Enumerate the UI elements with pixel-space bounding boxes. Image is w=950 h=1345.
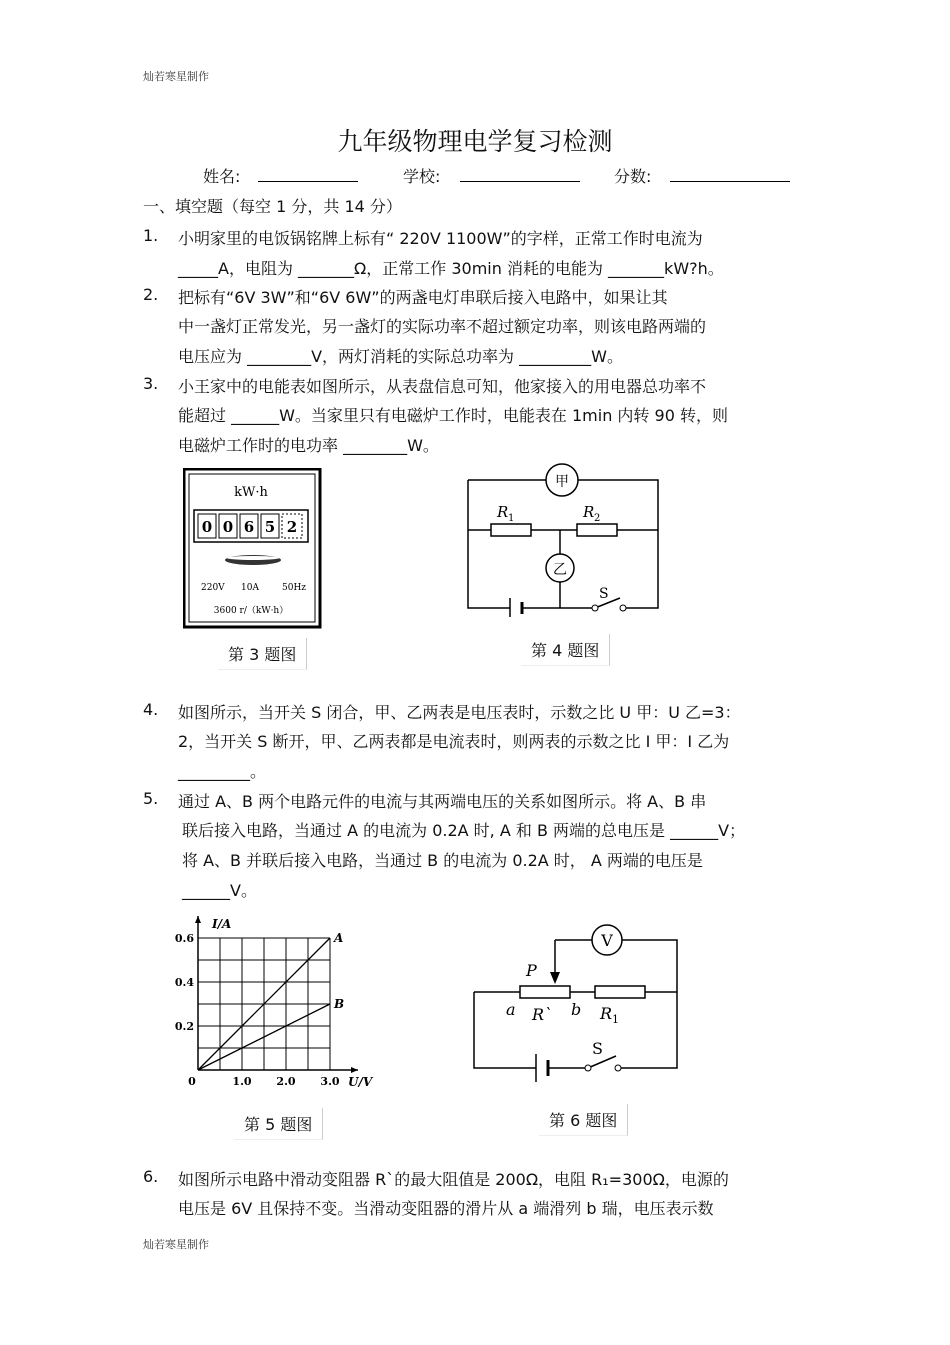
question-text: 电压是 6V 且保持不变。当滑动变阻器的滑片从 a 端滑列 b 瑞，电压表示数: [178, 1199, 714, 1218]
school-blank[interactable]: [460, 181, 580, 182]
meter-disc-highlight: [227, 556, 279, 560]
meter-digit: 5: [264, 518, 276, 536]
meter-voltage: 220V: [201, 583, 225, 593]
header-watermark: 灿若寒星制作: [143, 70, 209, 83]
x-axis-label: U/V: [348, 1075, 373, 1089]
meter-jia-label: 甲: [555, 474, 569, 490]
y-tick-label: 0.2: [174, 1020, 194, 1033]
rheostat-r-prime: [520, 986, 570, 998]
energy-meter-figure: [183, 468, 323, 630]
r1-subscript: 1: [612, 1013, 619, 1026]
series-label: B: [334, 997, 345, 1011]
figure-caption: 第 5 题图: [234, 1108, 323, 1140]
x-tick-label: 3.0: [320, 1075, 340, 1088]
x-tick-label: 2.0: [276, 1075, 296, 1088]
slider-label: P: [526, 961, 537, 980]
question-number: 4.: [143, 700, 159, 719]
question-text: 小王家中的电能表如图所示，从表盘信息可知，他家接入的用电器总功率不: [178, 377, 707, 396]
figure-caption: 第 6 题图: [539, 1104, 628, 1136]
x-tick-label: 1.0: [232, 1075, 252, 1088]
meter-digit: 2: [286, 518, 298, 536]
meter-digit: 0: [201, 518, 213, 536]
rprime-label: R`: [532, 1005, 553, 1024]
question-text: 2，当开关 S 断开，甲、乙两表都是电流表时，则两表的示数之比 I 甲：I 乙为: [178, 732, 730, 751]
switch-label: S: [592, 1039, 603, 1058]
footer-watermark: 灿若寒星制作: [143, 1238, 209, 1251]
wire: [468, 480, 658, 608]
r1-label: R: [600, 1004, 613, 1023]
series-label: A: [334, 931, 344, 945]
question-number: 1.: [143, 226, 159, 245]
question-text: 联后接入电路，当通过 A 的电流为 0.2A 时, A 和 B 两端的总电压是 ______V；: [182, 821, 746, 840]
page-title: 九年级物理电学复习检测: [337, 127, 613, 156]
question-text: _________。: [178, 762, 267, 781]
meter-yi-label: 乙: [553, 562, 567, 578]
figure-caption: 第 4 题图: [521, 634, 610, 666]
y-axis-arrow: [195, 916, 201, 923]
meter-digit: 0: [222, 518, 234, 536]
r2-label: R: [583, 503, 595, 521]
meter-constant: 3600 r/（kW·h）: [213, 606, 289, 616]
wire: [468, 480, 510, 608]
r1-subscript: 1: [508, 513, 515, 524]
wire: [474, 992, 536, 1068]
question-text: ______V。: [182, 881, 257, 900]
question-number: 6.: [143, 1167, 159, 1186]
end-b-label: b: [571, 1000, 582, 1019]
r1-label: R: [497, 503, 509, 521]
question-text: 电压应为 ________V，两灯消耗的实际总功率为 _________W。: [178, 347, 623, 366]
circuit-figure-4: [465, 462, 665, 617]
resistor-r2: [577, 524, 617, 536]
meter-frequency: 50Hz: [282, 583, 307, 593]
question-text: 如图所示，当开关 S 闭合，甲、乙两表是电压表时，示数之比 U 甲：U 乙=3：: [178, 703, 741, 722]
question-text: 中一盏灯正常发光，另一盏灯的实际功率不超过额定功率，则该电路两端的: [178, 317, 707, 336]
meter-unit: kW·h: [234, 485, 268, 500]
x-axis-arrow: [351, 1067, 358, 1073]
meter-digit: 6: [243, 518, 255, 536]
question-text: 如图所示电路中滑动变阻器 R`的最大阻值是 200Ω，电阻 R₁=300Ω，电源的: [178, 1170, 729, 1189]
name-blank[interactable]: [258, 181, 358, 182]
question-number: 2.: [143, 285, 159, 304]
resistor-r1: [491, 524, 531, 536]
y-axis-label: I/A: [212, 917, 232, 931]
slider-arrow: [550, 972, 560, 984]
section-heading: 一、填空题（每空 1 分，共 14 分）: [143, 197, 402, 216]
switch-label: S: [599, 586, 609, 602]
r2-subscript: 2: [594, 513, 601, 524]
score-blank[interactable]: [670, 181, 790, 182]
circuit-figure-6: [470, 922, 685, 1087]
resistor-r1: [595, 986, 645, 998]
question-text: 通过 A、B 两个电路元件的电流与其两端电压的关系如图所示。将 A、B 串: [178, 792, 707, 811]
school-label: 学校:: [403, 167, 441, 186]
name-label: 姓名:: [203, 167, 241, 186]
end-a-label: a: [506, 1000, 516, 1019]
voltmeter-label: V: [601, 931, 613, 950]
y-tick-label: 0.6: [174, 932, 194, 945]
question-text: _____A，电阻为 _______Ω，正常工作 30min 消耗的电能为 _______kW?h。: [178, 259, 724, 278]
y-tick-label: 0.4: [174, 976, 194, 989]
figure-caption: 第 3 题图: [218, 638, 307, 670]
x-tick-label: 0: [188, 1075, 196, 1088]
question-number: 3.: [143, 374, 159, 393]
question-text: 电磁炉工作时的电功率 ________W。: [178, 436, 439, 455]
question-text: 能超过 ______W。当家里只有电磁炉工作时，电能表在 1min 内转 90 转，则: [178, 406, 728, 425]
question-text: 把标有“6V 3W”和“6V 6W”的两盏电灯串联后接入电路中，如果让其: [178, 288, 668, 307]
iu-chart: [170, 910, 380, 1095]
question-text: 小明家里的电饭锅铭牌上标有“ 220V 1100W”的字样，正常工作时电流为: [178, 229, 703, 248]
question-text: 将 A、B 并联后接入电路，当通过 B 的电流为 0.2A 时， A 两端的电压是: [182, 851, 703, 870]
meter-current: 10A: [241, 583, 259, 593]
score-label: 分数:: [614, 167, 652, 186]
question-number: 5.: [143, 789, 159, 808]
